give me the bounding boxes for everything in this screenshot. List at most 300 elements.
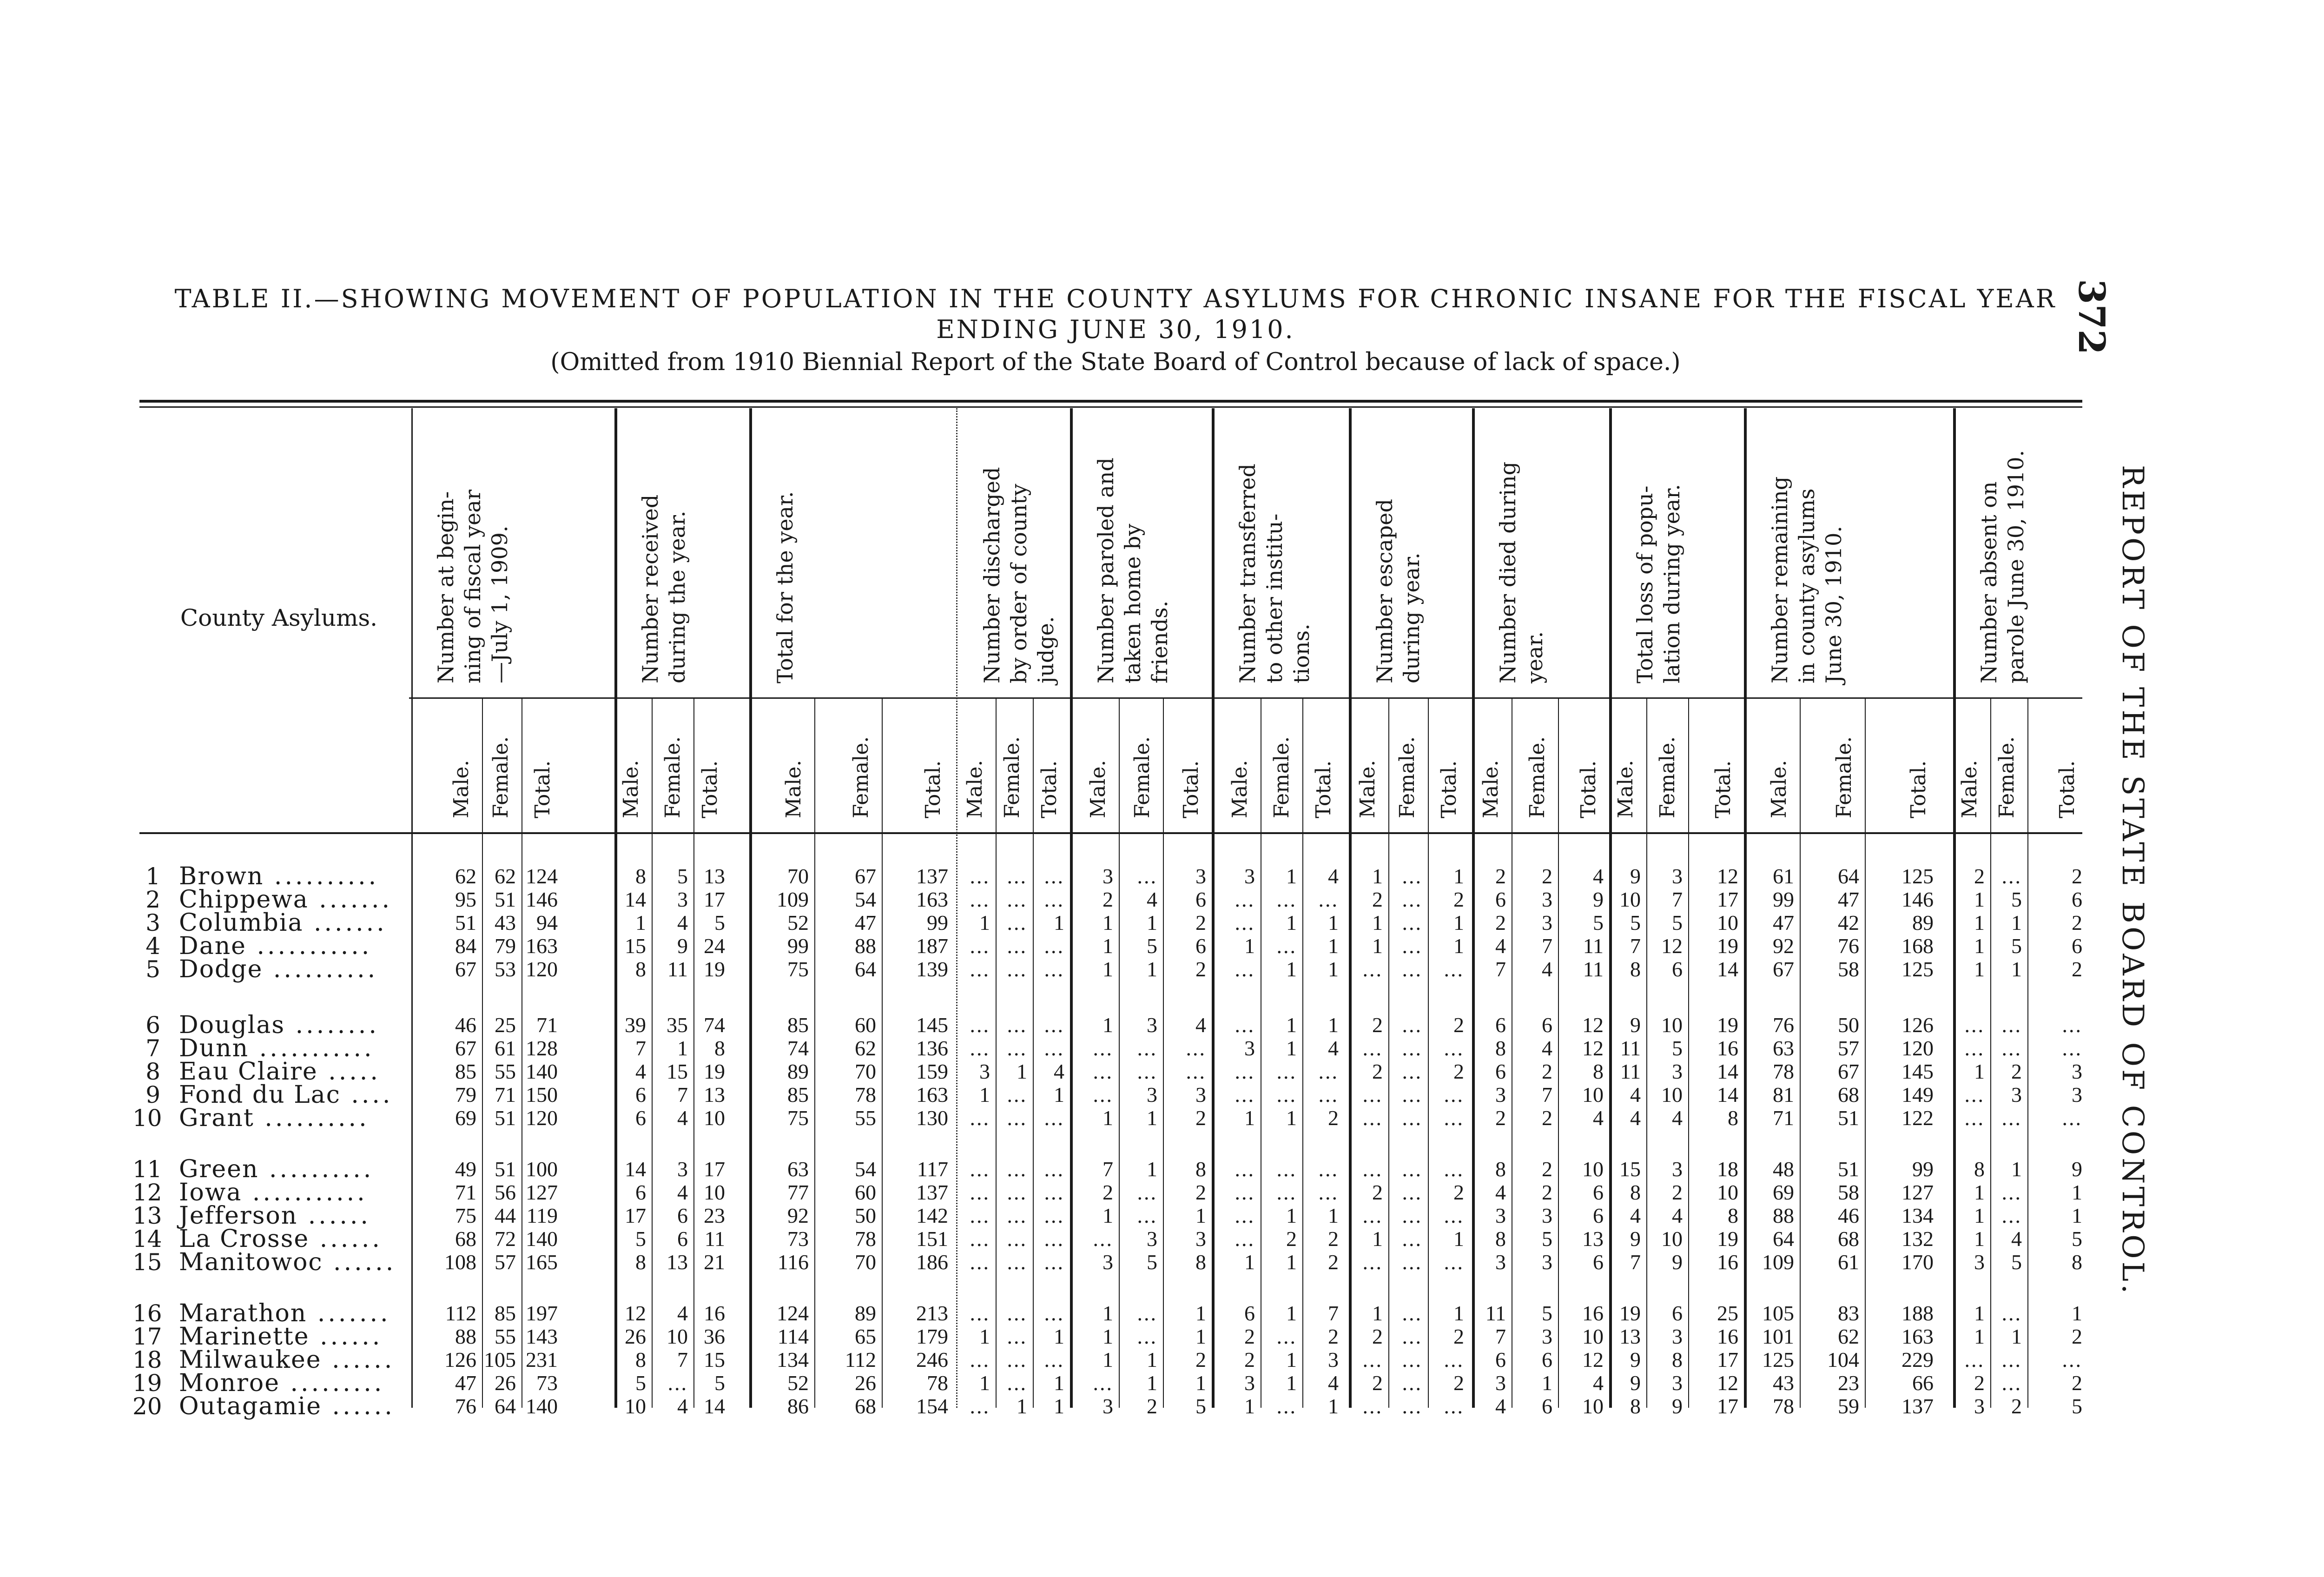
- sub-column-header: Female.: [1130, 736, 1154, 818]
- table-cell: 74: [704, 1013, 725, 1037]
- row-number: 15: [132, 1249, 162, 1276]
- column-group-header-line: to other institu-: [1262, 513, 1287, 683]
- table-cell: 70: [855, 1250, 876, 1274]
- table-cell: 1: [1195, 1371, 1206, 1395]
- county-name-text: Marathon: [179, 1299, 307, 1327]
- table-cell: 47: [855, 911, 876, 934]
- table-cell: 6: [1244, 1301, 1255, 1325]
- sub-column-header: Male.: [782, 760, 805, 818]
- table-cell: 159: [916, 1060, 948, 1083]
- table-cell: ...: [1402, 1106, 1422, 1130]
- table-cell: 15: [1619, 1157, 1641, 1181]
- table-cell: 56: [495, 1180, 516, 1204]
- table-cell: 246: [916, 1348, 948, 1372]
- table-cell: 5: [1542, 1227, 1552, 1251]
- table-cell: ...: [1235, 1227, 1255, 1251]
- table-cell: 76: [1773, 1013, 1794, 1037]
- table-cell: ...: [1362, 1083, 1383, 1107]
- table-cell: 1: [1974, 1060, 1985, 1083]
- table-cell: 1: [2072, 1301, 2082, 1325]
- table-cell: 88: [855, 934, 876, 958]
- table-cell: 8: [635, 1250, 646, 1274]
- county-name: [179, 1034, 375, 1062]
- leader-dots: ......: [297, 1202, 371, 1230]
- table-cell: 64: [855, 957, 876, 981]
- table-cell: ...: [970, 1036, 990, 1060]
- table-cell: ...: [1362, 1204, 1383, 1227]
- table-cell: 4: [1495, 934, 1506, 958]
- table-cell: 1: [1286, 1301, 1297, 1325]
- table-cell: 3: [1103, 1394, 1113, 1418]
- county-name: [179, 1058, 381, 1086]
- table-title-continued: ENDING JUNE 30, 1910.: [936, 315, 1295, 344]
- table-cell: 124: [777, 1301, 809, 1325]
- table-cell: 168: [1901, 934, 1934, 958]
- table-cell: 9: [1630, 1227, 1641, 1251]
- table-cell: 73: [787, 1227, 809, 1251]
- table-cell: 1: [1974, 957, 1985, 981]
- sub-column-header: Total.: [1037, 760, 1061, 818]
- table-cell: 1: [1286, 911, 1297, 934]
- table-cell: 8: [1630, 1180, 1641, 1204]
- table-cell: 11: [1583, 957, 1604, 981]
- row-number: 17: [132, 1323, 162, 1350]
- table-cell: 1: [1453, 1227, 1464, 1251]
- table-cell: 19: [1619, 1301, 1641, 1325]
- table-cell: 12: [1661, 934, 1683, 958]
- table-cell: 64: [1838, 864, 1859, 888]
- table-cell: 112: [845, 1348, 876, 1372]
- table-cell: 78: [855, 1227, 876, 1251]
- row-number: 1: [145, 863, 160, 890]
- table-cell: 163: [1901, 1325, 1934, 1348]
- table-cell: 127: [1901, 1180, 1934, 1204]
- table-cell: 3: [1672, 864, 1683, 888]
- table-cell: 83: [1838, 1301, 1859, 1325]
- table-cell: 75: [787, 957, 809, 981]
- sub-column-header: Male.: [1958, 760, 1981, 818]
- table-cell: 99: [927, 911, 948, 934]
- table-cell: 163: [526, 934, 558, 958]
- table-cell: 99: [1773, 888, 1794, 911]
- table-cell: ...: [1964, 1348, 1985, 1372]
- table-cell: 85: [495, 1301, 516, 1325]
- running-head: REPORT OF THE STATE BOARD OF CONTROL.: [2115, 465, 2150, 1297]
- column-group-header-line: Total loss of popu-: [1632, 485, 1657, 683]
- table-cell: 14: [1717, 1083, 1738, 1107]
- table-cell: 8: [1195, 1250, 1206, 1274]
- table-cell: 89: [1912, 911, 1934, 934]
- table-cell: 62: [455, 864, 476, 888]
- sub-column-header: Female.: [1395, 736, 1419, 818]
- table-cell: 6: [1593, 1180, 1604, 1204]
- table-cell: ...: [1137, 1325, 1157, 1348]
- column-group-header-line: Number at begin-: [433, 491, 458, 683]
- table-cell: 1: [1372, 864, 1383, 888]
- table-cell: 19: [1717, 934, 1738, 958]
- table-cell: 60: [855, 1013, 876, 1037]
- table-cell: ...: [1402, 1013, 1422, 1037]
- table-cell: 112: [445, 1301, 476, 1325]
- table-cell: 58: [1838, 1180, 1859, 1204]
- table-cell: 71: [455, 1180, 476, 1204]
- table-cell: 1: [1244, 934, 1255, 958]
- table-cell: 1: [1286, 1106, 1297, 1130]
- table-cell: 4: [677, 1301, 688, 1325]
- table-cell: 12: [1582, 1013, 1604, 1037]
- column-group-header-line: June 30, 1910.: [1821, 525, 1846, 683]
- table-cell: ...: [1007, 1204, 1027, 1227]
- table-cell: 213: [916, 1301, 948, 1325]
- table-cell: 1: [1147, 1348, 1157, 1372]
- table-cell: 89: [787, 1060, 809, 1083]
- table-cell: 6: [1495, 888, 1506, 911]
- table-cell: 140: [526, 1394, 558, 1418]
- table-cell: 51: [1838, 1157, 1859, 1181]
- table-cell: 4: [1542, 1036, 1552, 1060]
- table-cell: 3: [1147, 1013, 1157, 1037]
- table-cell: ...: [2001, 864, 2022, 888]
- table-cell: 6: [1542, 1348, 1552, 1372]
- column-group-header-line: during year.: [1399, 552, 1424, 683]
- table-cell: ...: [1007, 1348, 1027, 1372]
- table-cell: 3: [1103, 1250, 1113, 1274]
- table-cell: 142: [916, 1204, 948, 1227]
- table-cell: 1: [1974, 1325, 1985, 1348]
- table-cell: ...: [1362, 1106, 1383, 1130]
- table-cell: 65: [855, 1325, 876, 1348]
- table-cell: 79: [495, 934, 516, 958]
- table-cell: 19: [1717, 1227, 1738, 1251]
- table-cell: 3: [1495, 1204, 1506, 1227]
- table-cell: 54: [855, 1157, 876, 1181]
- table-cell: 3: [979, 1060, 990, 1083]
- table-cell: ...: [1044, 1250, 1064, 1274]
- table-cell: 2: [2011, 1060, 2022, 1083]
- table-cell: ...: [1318, 1083, 1339, 1107]
- table-cell: 1: [1286, 1250, 1297, 1274]
- table-cell: 119: [526, 1204, 558, 1227]
- column-group-header-line: friends.: [1147, 600, 1172, 683]
- table-cell: 1: [979, 1371, 990, 1395]
- leader-dots: .......: [303, 909, 387, 937]
- stub-header: County Asylums.: [180, 604, 378, 631]
- table-cell: ...: [1318, 1060, 1339, 1083]
- sub-column-header: Male.: [1767, 760, 1791, 818]
- table-cell: 11: [667, 957, 688, 981]
- leader-dots: ........: [285, 1011, 379, 1039]
- sub-column-divider: [2027, 699, 2028, 1408]
- table-cell: 2: [1495, 864, 1506, 888]
- header-sub-rule: [409, 697, 2082, 699]
- table-cell: ...: [1402, 1250, 1422, 1274]
- table-cell: 52: [787, 911, 809, 934]
- table-cell: 16: [1582, 1301, 1604, 1325]
- table-cell: 1: [1103, 1106, 1113, 1130]
- table-cell: 146: [1901, 888, 1934, 911]
- table-cell: 67: [1773, 957, 1794, 981]
- table-cell: 2: [2072, 957, 2082, 981]
- table-cell: 5: [1147, 1250, 1157, 1274]
- table-cell: ...: [667, 1371, 688, 1395]
- table-cell: 4: [1672, 1106, 1683, 1130]
- table-cell: 3: [1244, 864, 1255, 888]
- table-cell: 12: [625, 1301, 646, 1325]
- table-cell: 1: [1372, 911, 1383, 934]
- table-cell: 101: [1762, 1325, 1794, 1348]
- sub-column-header: Male.: [449, 760, 473, 818]
- column-group-header-line: Number received: [638, 494, 663, 683]
- table-cell: 3: [2011, 1083, 2022, 1107]
- table-cell: 1: [2072, 1204, 2082, 1227]
- table-cell: ...: [1362, 1036, 1383, 1060]
- table-cell: 46: [455, 1013, 476, 1037]
- table-cell: ...: [970, 1013, 990, 1037]
- table-cell: ...: [1402, 1301, 1422, 1325]
- table-cell: 10: [1661, 1227, 1683, 1251]
- table-cell: 67: [1838, 1060, 1859, 1083]
- table-cell: ...: [1235, 957, 1255, 981]
- table-cell: 2: [1453, 1013, 1464, 1037]
- table-cell: 49: [455, 1157, 476, 1181]
- table-cell: 51: [495, 1157, 516, 1181]
- leader-dots: ..........: [254, 1104, 370, 1132]
- table-cell: ...: [1044, 864, 1064, 888]
- table-cell: 124: [526, 864, 558, 888]
- table-cell: 145: [916, 1013, 948, 1037]
- table-cell: 62: [1838, 1325, 1859, 1348]
- table-cell: 125: [1762, 1348, 1794, 1372]
- table-cell: 51: [495, 888, 516, 911]
- county-name: [179, 1181, 368, 1204]
- sub-column-header: Total.: [1577, 760, 1600, 818]
- table-cell: 143: [526, 1325, 558, 1348]
- leader-dots: .......: [307, 1299, 391, 1327]
- table-cell: 2: [1453, 1325, 1464, 1348]
- table-cell: 10: [1717, 1180, 1738, 1204]
- table-cell: 122: [1901, 1106, 1934, 1130]
- table-cell: 154: [916, 1394, 948, 1418]
- sub-column-header: Female.: [489, 736, 513, 818]
- leader-dots: ...........: [246, 932, 372, 960]
- table-cell: 2: [1542, 864, 1552, 888]
- table-cell: 5: [677, 864, 688, 888]
- table-cell: 17: [625, 1204, 646, 1227]
- table-cell: 1: [2072, 1180, 2082, 1204]
- table-cell: 55: [495, 1325, 516, 1348]
- table-cell: 13: [667, 1250, 688, 1274]
- county-name-text: Eau Claire: [179, 1058, 318, 1086]
- table-cell: 197: [526, 1301, 558, 1325]
- table-cell: 43: [1773, 1371, 1794, 1395]
- table-cell: 7: [1328, 1301, 1339, 1325]
- table-cell: 13: [704, 1083, 725, 1107]
- table-cell: 76: [455, 1394, 476, 1418]
- table-cell: 126: [1901, 1013, 1934, 1037]
- table-cell: ...: [1402, 1227, 1422, 1251]
- table-cell: 5: [1630, 911, 1641, 934]
- table-cell: 4: [1147, 888, 1157, 911]
- table-cell: 5: [2072, 1227, 2082, 1251]
- sub-column-header: Total.: [1711, 760, 1735, 818]
- table-cell: ...: [1007, 1250, 1027, 1274]
- table-cell: 4: [1328, 864, 1339, 888]
- table-cell: 5: [2011, 888, 2022, 911]
- table-cell: 7: [1672, 888, 1683, 911]
- table-cell: 1: [1974, 1227, 1985, 1251]
- table-cell: 6: [677, 1204, 688, 1227]
- table-cell: 5: [714, 1371, 725, 1395]
- table-cell: 8: [1495, 1157, 1506, 1181]
- table-cell: ...: [2001, 1036, 2022, 1060]
- table-cell: ...: [1186, 1060, 1206, 1083]
- column-group-header: [1766, 477, 1847, 683]
- table-cell: 17: [704, 888, 725, 911]
- table-cell: 67: [855, 864, 876, 888]
- county-name-text: Fond du Lac: [179, 1081, 341, 1109]
- column-group-header-line: ning of fiscal year: [460, 490, 485, 683]
- table-cell: 70: [787, 864, 809, 888]
- table-cell: 71: [536, 1013, 558, 1037]
- table-cell: 2: [1195, 1106, 1206, 1130]
- table-cell: 42: [1838, 911, 1859, 934]
- table-cell: ...: [970, 934, 990, 958]
- table-cell: 137: [1901, 1394, 1934, 1418]
- table-cell: 2: [1372, 1013, 1383, 1037]
- column-group-header-line: taken home by: [1120, 523, 1145, 683]
- table-cell: 2: [1453, 888, 1464, 911]
- table-cell: 69: [455, 1106, 476, 1130]
- table-cell: 170: [1901, 1250, 1934, 1274]
- table-cell: 9: [2072, 1157, 2082, 1181]
- table-cell: 16: [1717, 1250, 1738, 1274]
- table-cell: ...: [1362, 1250, 1383, 1274]
- table-cell: 63: [787, 1157, 809, 1181]
- table-cell: 139: [916, 957, 948, 981]
- table-cell: 15: [667, 1060, 688, 1083]
- sub-column-divider: [882, 699, 883, 1408]
- table-cell: ...: [1235, 1204, 1255, 1227]
- table-cell: 151: [916, 1227, 948, 1251]
- table-cell: ...: [1137, 864, 1157, 888]
- table-cell: 35: [667, 1013, 688, 1037]
- table-cell: 66: [1912, 1371, 1934, 1395]
- table-cell: 5: [2072, 1394, 2082, 1418]
- table-cell: 92: [787, 1204, 809, 1227]
- table-cell: ...: [970, 1394, 990, 1418]
- table-cell: 3: [2072, 1083, 2082, 1107]
- table-cell: 67: [455, 1036, 476, 1060]
- table-cell: 2: [1372, 1060, 1383, 1083]
- county-name: [179, 1227, 383, 1251]
- table-cell: 11: [1485, 1301, 1506, 1325]
- table-cell: 179: [916, 1325, 948, 1348]
- table-cell: 1: [1017, 1060, 1027, 1083]
- column-group-header: [772, 491, 799, 683]
- table-cell: ...: [1007, 934, 1027, 958]
- table-cell: ...: [2001, 1180, 2022, 1204]
- table-cell: ...: [1044, 1180, 1064, 1204]
- table-cell: 54: [855, 888, 876, 911]
- table-cell: 85: [787, 1013, 809, 1037]
- table-cell: 2: [1974, 864, 1985, 888]
- table-cell: 7: [1495, 1325, 1506, 1348]
- table-cell: 1: [1286, 1371, 1297, 1395]
- table-cell: ...: [1276, 1325, 1297, 1348]
- table-cell: 88: [1773, 1204, 1794, 1227]
- table-cell: 89: [855, 1301, 876, 1325]
- table-cell: 92: [1773, 934, 1794, 958]
- table-cell: ...: [2062, 1106, 2082, 1130]
- table-cell: ...: [1093, 1083, 1113, 1107]
- table-cell: 1: [1453, 1301, 1464, 1325]
- table-cell: 8: [1630, 957, 1641, 981]
- table-cell: 130: [916, 1106, 948, 1130]
- table-cell: 1: [1147, 1106, 1157, 1130]
- table-cell: 57: [1838, 1036, 1859, 1060]
- table-cell: 36: [704, 1325, 725, 1348]
- table-cell: 3: [1147, 1083, 1157, 1107]
- table-cell: 6: [1672, 957, 1683, 981]
- table-cell: 14: [625, 1157, 646, 1181]
- table-cell: 1: [1103, 1348, 1113, 1372]
- table-cell: 3: [1974, 1250, 1985, 1274]
- table-cell: 7: [677, 1348, 688, 1372]
- table-cell: 4: [1495, 1180, 1506, 1204]
- table-cell: 8: [635, 1348, 646, 1372]
- table-cell: 1: [1147, 1157, 1157, 1181]
- table-cell: ...: [970, 1157, 990, 1181]
- table-cell: 11: [1620, 1036, 1641, 1060]
- table-cell: 14: [704, 1394, 725, 1418]
- table-cell: 11: [1583, 934, 1604, 958]
- table-cell: 85: [787, 1083, 809, 1107]
- county-name-text: Dane: [179, 932, 246, 960]
- table-cell: ...: [1093, 1371, 1113, 1395]
- sub-column-header: Male.: [963, 760, 987, 818]
- table-cell: 2: [1542, 1106, 1552, 1130]
- top-rule-heavy: [139, 400, 2082, 403]
- table-cell: 9: [1630, 864, 1641, 888]
- table-cell: 17: [1717, 1394, 1738, 1418]
- table-cell: ...: [1402, 1325, 1422, 1348]
- table-cell: ...: [1044, 934, 1064, 958]
- table-cell: 99: [1912, 1157, 1934, 1181]
- table-cell: ...: [1093, 1036, 1113, 1060]
- table-cell: 17: [1717, 888, 1738, 911]
- table-cell: 64: [1773, 1227, 1794, 1251]
- table-cell: 5: [2011, 934, 2022, 958]
- table-cell: 6: [2072, 888, 2082, 911]
- row-number: 16: [132, 1300, 162, 1327]
- table-cell: 188: [1901, 1301, 1934, 1325]
- table-cell: 1: [1103, 1013, 1113, 1037]
- table-cell: 81: [1773, 1083, 1794, 1107]
- table-cell: 1: [1244, 1106, 1255, 1130]
- table-cell: 1: [1974, 1180, 1985, 1204]
- table-cell: ...: [1402, 864, 1422, 888]
- table-cell: 4: [1672, 1204, 1683, 1227]
- leader-dots: .....: [317, 1058, 381, 1086]
- table-cell: ...: [970, 1204, 990, 1227]
- table-cell: ...: [1318, 1180, 1339, 1204]
- table-cell: ...: [1964, 1036, 1985, 1060]
- table-cell: ...: [1964, 1106, 1985, 1130]
- table-cell: ...: [1007, 1325, 1027, 1348]
- table-cell: 6: [1495, 1060, 1506, 1083]
- table-cell: ...: [1362, 957, 1383, 981]
- column-group-header-line: Total for the year.: [772, 491, 798, 683]
